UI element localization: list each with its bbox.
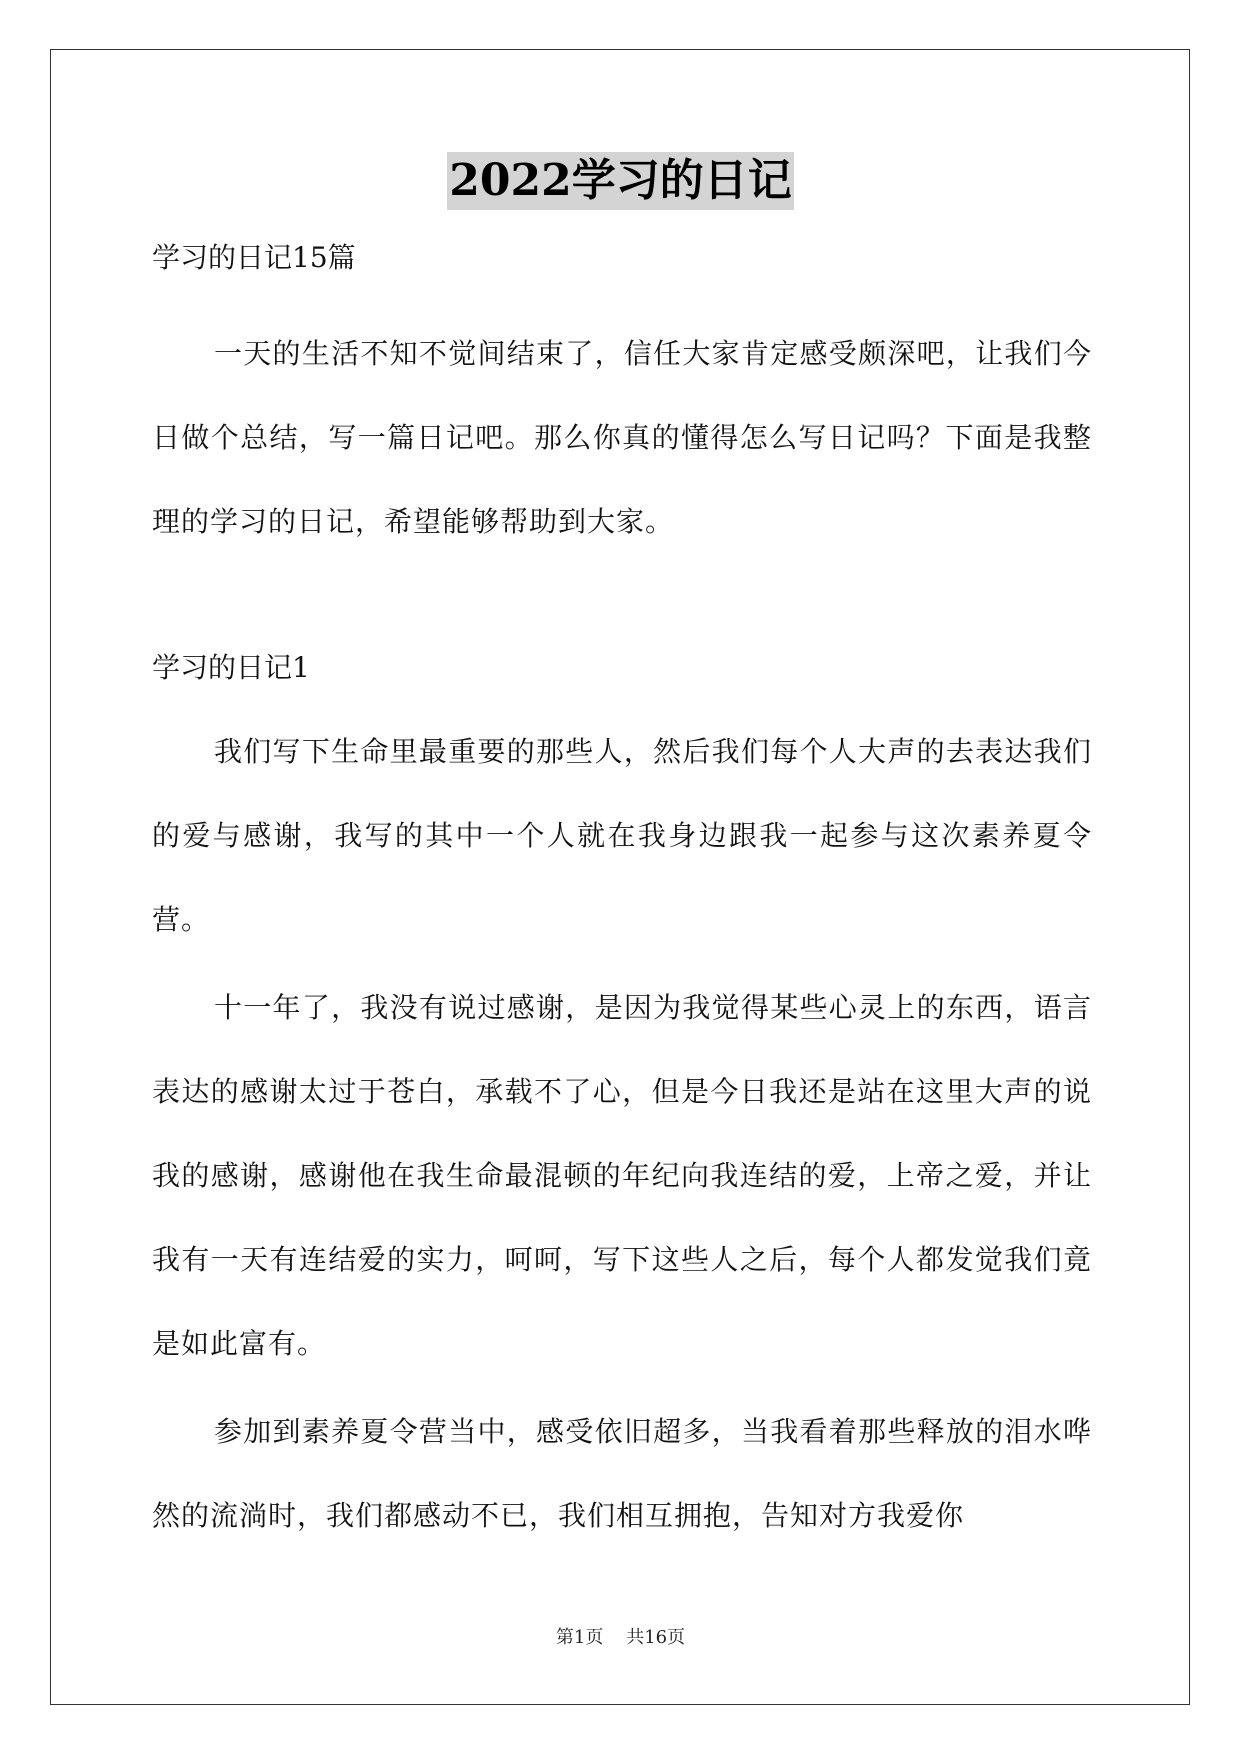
section-heading: 学习的日记1 — [152, 651, 310, 684]
document-body — [152, 226, 1092, 1558]
subtitle: 学习的日记15篇 — [152, 241, 356, 274]
body-paragraph: 我们写下生命里最重要的那些人，然后我们每个人大声的去表达我们的爱与感谢，我写的其中一个人就在我身边跟我一起参与这次素养夏令营。 — [152, 735, 1092, 936]
body-paragraph: 参加到素养夏令营当中，感受依旧超多，当我看着那些释放的泪水哗然的流淌时，我们都感动不已，我们相互拥抱，告知对方我爱你 — [152, 1415, 1092, 1532]
section-spacer — [152, 564, 1092, 636]
intro-paragraph: 一天的生活不知不觉间结束了，信任大家肯定感受颇深吧，让我们今日做个总结，写一篇日记吧。那么你真的懂得怎么写日记吗？下面是我整理的学习的日记，希望能够帮助到大家。 — [152, 337, 1092, 538]
body-paragraph: 十一年了，我没有说过感谢，是因为我觉得某些心灵上的东西，语言表达的感谢太过于苍白，承载不了心，但是今日我还是站在这里大声的说我的感谢，感谢他在我生命最混顿的年纪向我连结的爱，上帝之爱，并让我有一天有连结爱的实力，呵呵，写下这些人之后，每个人都发觉我们竟是如此富有。 — [152, 991, 1092, 1360]
page-footer — [0, 1623, 1241, 1649]
title-container — [0, 152, 1241, 210]
document-title: 2022学习的日记 — [447, 152, 793, 210]
page-total: 共16页 — [626, 1627, 686, 1648]
page-number: 第1页 — [555, 1627, 604, 1648]
